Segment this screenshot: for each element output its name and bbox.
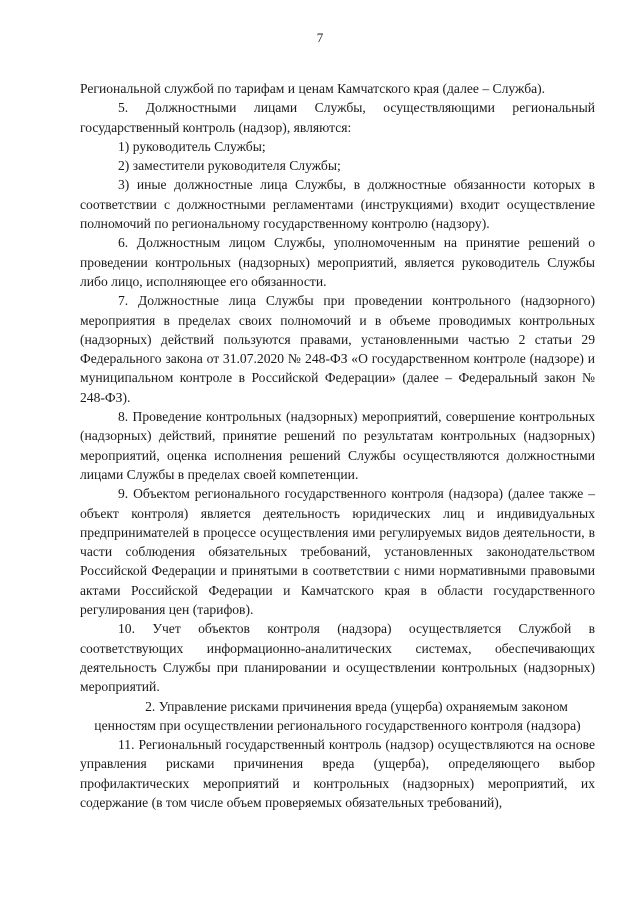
paragraph: 2) заместители руководителя Службы; [118,158,341,174]
paragraphs-before [80,79,595,697]
paragraphs-after [80,735,595,812]
document-body [80,79,595,812]
page-number: 7 [316,30,324,45]
paragraph: 8. Проведение контрольных (надзорных) мероприятий, совершение контрольных (надзорных) действий, принятие решений по результатам контрольных (надзорных) мероприятий, оценка исполнения решений Службы осуществляются должностными лицами Службы в пределах своей компетенции. [80,409,595,482]
paragraph: 7. Должностные лица Службы при проведении контрольного (надзорного) мероприятия в пределах своих полномочий и в объеме проводимых контрольных (надзорных) действий пользуются правами, установленными частью 2 статьи 29 Федерального закона от 31.07.2020 № 248-ФЗ «О государственном контроле (надзоре) и муниципальном контроле в Российской Федерации» (далее – Федеральный закон № 248-ФЗ). [80,293,595,405]
paragraph: 11. Региональный государственный контроль (надзор) осуществляются на основе управления рисками причинения вреда (ущерба), определяющего выбор профилактических мероприятий и контрольных (надзорных) мероприятий, их содержание (в том числе объем проверяемых обязательных требований), [80,737,595,810]
paragraph: 9. Объектом регионального государственного контроля (надзора) (далее также – объект контроля) является деятельность юридических лиц и индивидуальных предпринимателей в процессе осуществления ими регулируемых видов деятельности, в части соблюдения обязательных требований, установленных законодательством Российской Федерации и принятыми в соответствии с ними нормативными правовыми актами Российской Федерации и Камчатского края в области государственного регулирования цен (тарифов). [80,486,595,618]
paragraph: 6. Должностным лицом Службы, уполномоченным на принятие решений о проведении контрольных (надзорных) мероприятий, является руководитель Службы либо лицо, исполняющее его обязанности. [80,235,595,289]
paragraph: Региональной службой по тарифам и ценам Камчатского края (далее – Служба). [80,81,546,96]
section-heading: 2. Управление рисками причинения вреда (ущерба) охраняемым законом ценностям при осуществлении регионального государственного контроля (надзора) [94,698,581,733]
paragraph: 5. Должностными лицами Службы, осуществляющими региональный государственный контроль (надзор), являются: [80,100,595,135]
paragraph: 10. Учет объектов контроля (надзора) осуществляется Службой в соответствующих информационно-аналитических системах, обеспечивающих деятельность Службы при планировании и осуществлении контрольных (надзорных) мероприятий. [80,621,595,695]
paragraph: 1) руководитель Службы; [118,138,266,154]
paragraph: 3) иные должностные лица Службы, в должностные обязанности которых в соответствии с должностными регламентами (инструкциями) входит осуществление полномочий по региональному государственному контролю (надзору). [80,177,595,232]
